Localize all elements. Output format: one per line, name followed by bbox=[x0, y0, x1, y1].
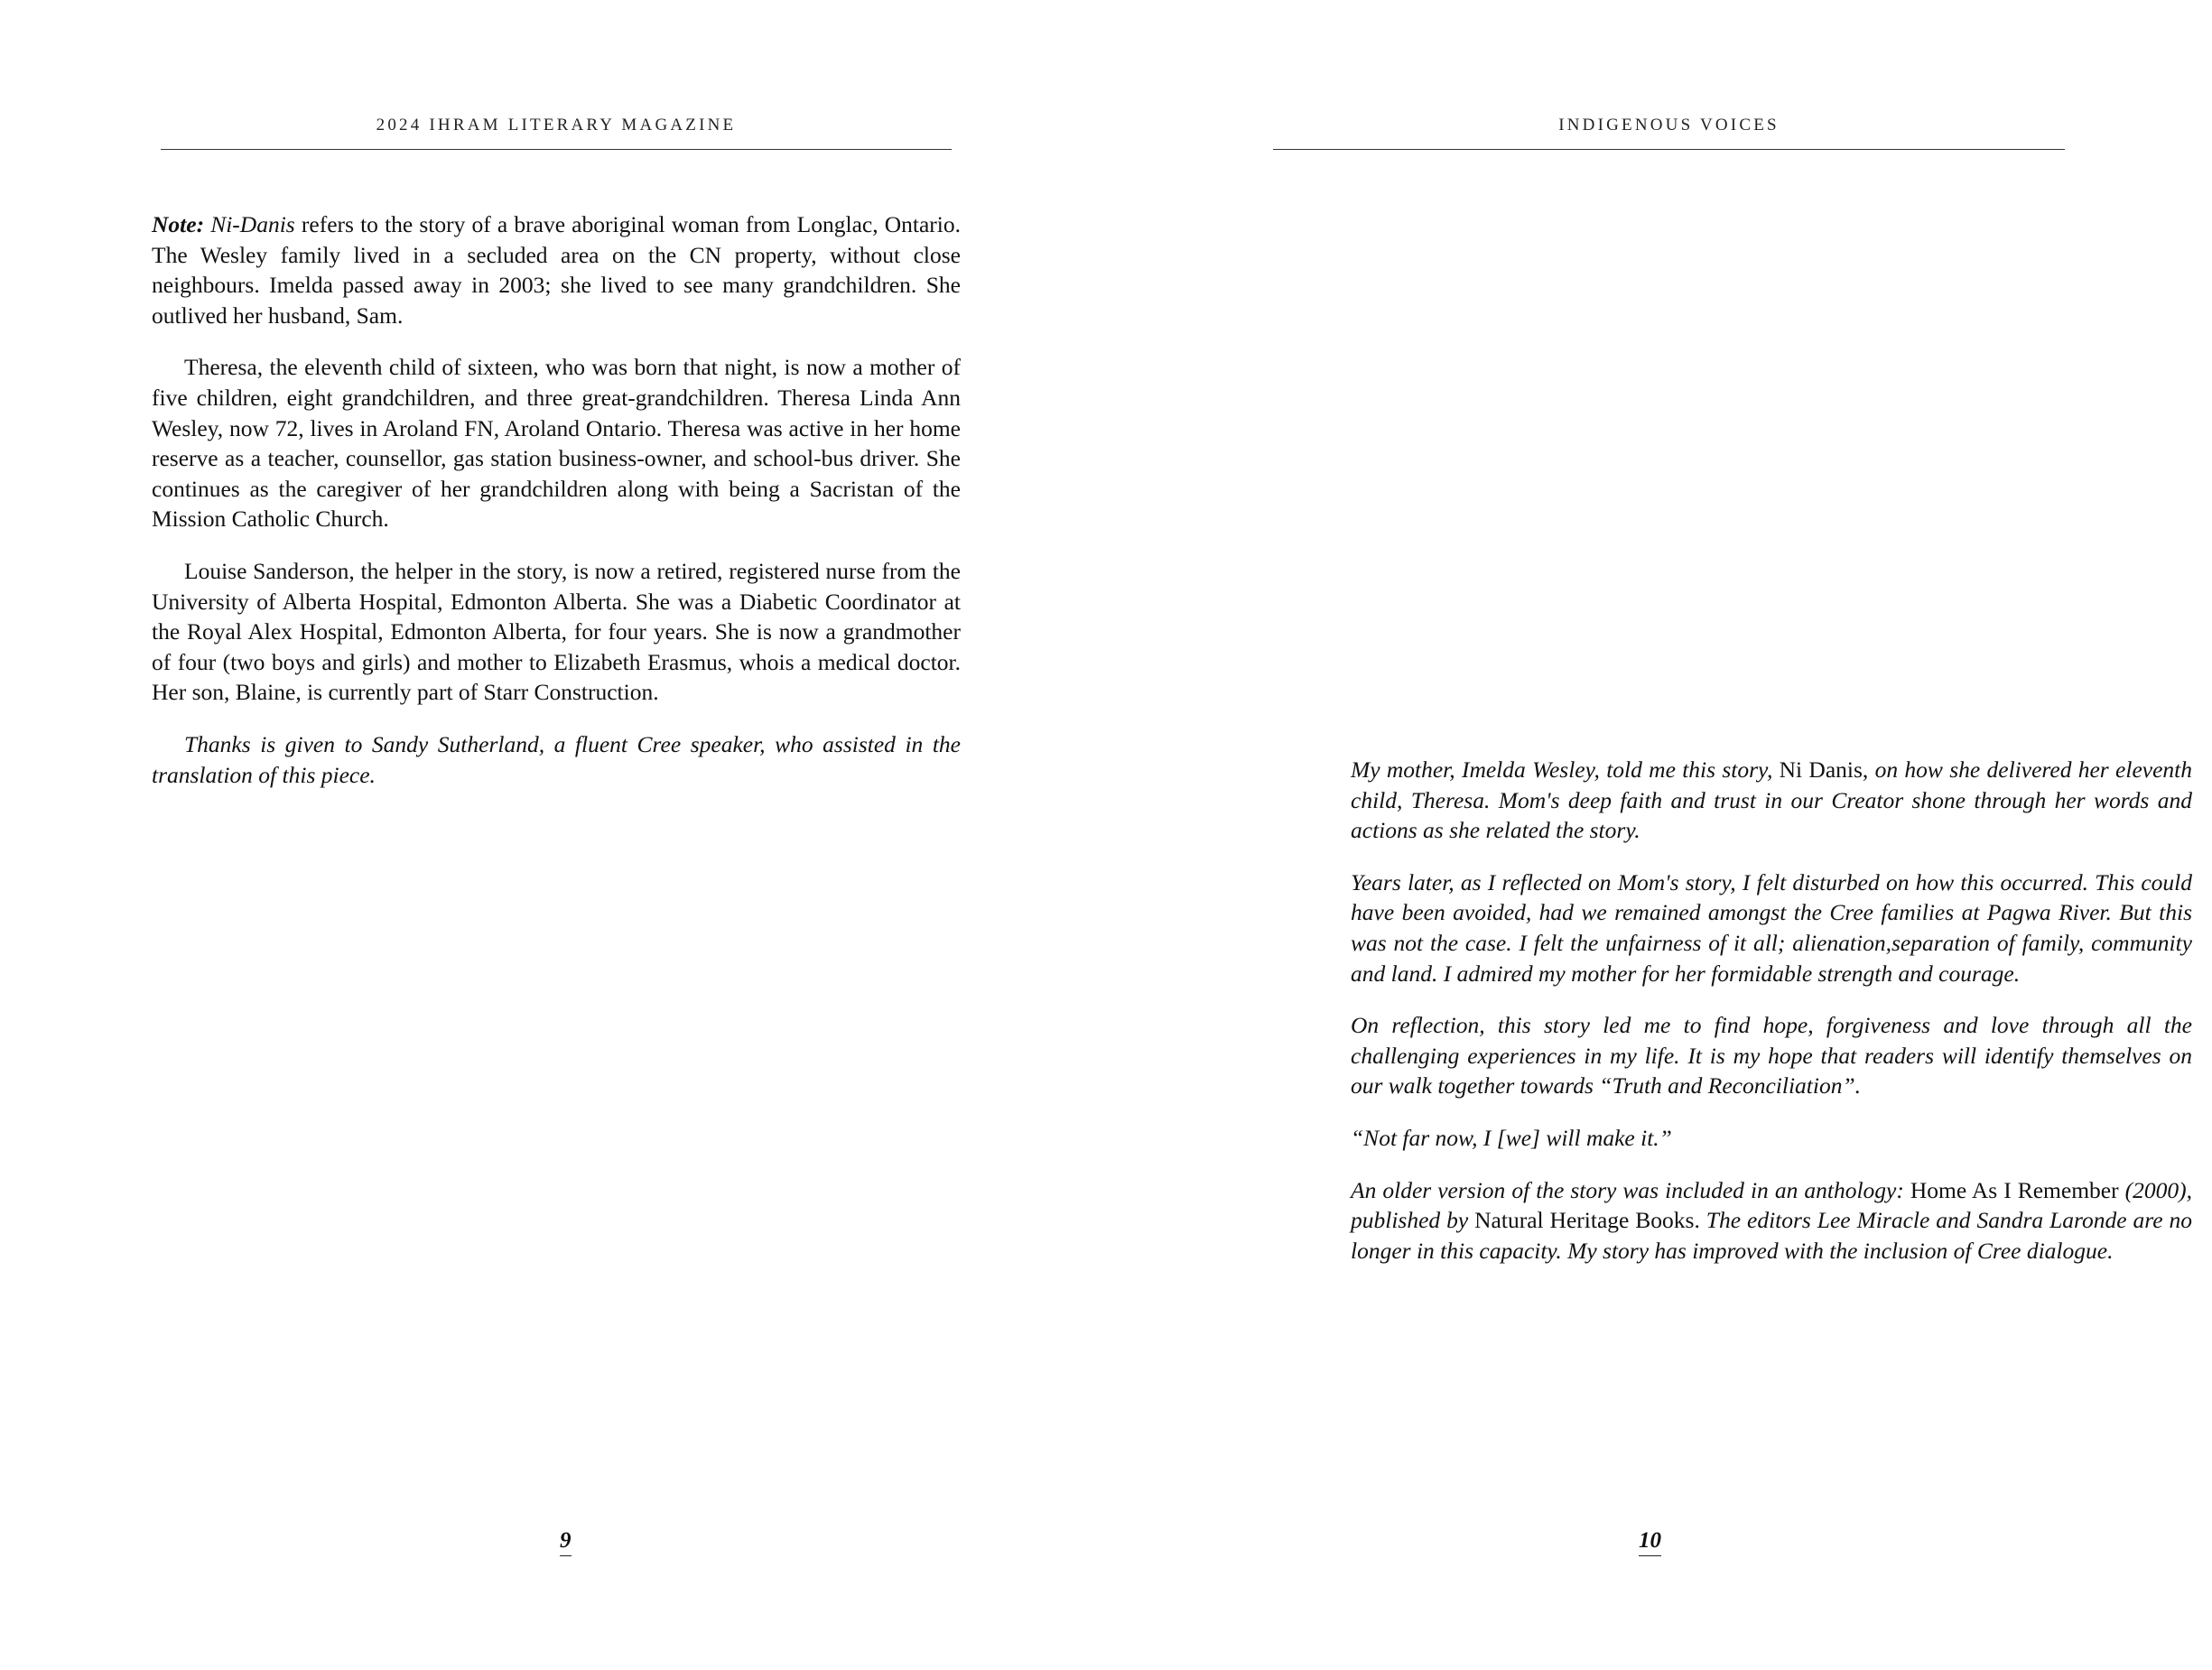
page-number-right: 10 bbox=[1639, 1527, 1661, 1556]
reflection-paragraph: Years later, as I reflected on Mom's story, I felt disturbed on how this occurred. This could have been avoided, had we remained amongst the Cree families at Pagwa River. But this was not the case. I felt the unfairness of it all; alienation,separation of family, community and land. I admired my mother for her formidable strength and courage. bbox=[1351, 868, 2192, 987]
anthology-title: Home As I Remember bbox=[1910, 1176, 2119, 1203]
theresa-paragraph: Theresa, the eleventh child of sixteen, who was born that night, is now a mother of five children, eight grandchildren, and three great-grandchildren. Theresa Linda Ann Wesley, now 72, lives in Aroland FN, Aroland Ontario. Theresa was active in her home reserve as a teacher, counsellor, gas station business-owner, and school-bus driver. She continues as the caregiver of her grandchildren along with being a Sacristan of the Mission Catholic Church. bbox=[152, 354, 961, 533]
intro-paragraph bbox=[1351, 755, 2192, 846]
thanks-paragraph bbox=[152, 729, 961, 790]
note-text: refers to the story of a brave aboriginal woman from Longlac, Ontario. The Wesley family lived in a secluded area on the CN property, without close neighbours. Imelda passed away in 2003; she lived to see many grandchildren. She outlived her husband, Sam. bbox=[152, 211, 962, 329]
note-paragraph bbox=[152, 209, 961, 330]
note-label: Note: bbox=[152, 211, 205, 237]
anthology-text-c: (2000), published by bbox=[1351, 1176, 2193, 1234]
right-body-text bbox=[1351, 755, 2192, 1287]
publisher-name: Natural Heritage Books. bbox=[1474, 1207, 1700, 1234]
quote-paragraph: “Not far now, I [we] will make it.” bbox=[1351, 1124, 1672, 1151]
header-rule-left bbox=[161, 149, 952, 150]
anthology-text-e: The editors Lee Miracle and Sandra Laronde are no longer in this capacity. My story has improved with the inclusion of Cree dialogue. bbox=[1351, 1207, 2192, 1264]
note-title: Ni-Danis bbox=[210, 211, 295, 237]
left-body-text bbox=[152, 209, 961, 812]
running-head-left: 2024 IHRAM LITERARY MAGAZINE bbox=[376, 116, 737, 135]
anthology-paragraph bbox=[1351, 1175, 2192, 1266]
thanks-text: Thanks is given to Sandy Sutherland, a fluent Cree speaker, who assisted in the translation of this piece. bbox=[152, 730, 961, 788]
intro-text-c: on how she delivered her eleventh child, Theresa. Mom's deep faith and trust in our Creator shone through her words and actions as she related the story. bbox=[1351, 756, 2192, 844]
story-title: Ni Danis, bbox=[1772, 756, 1875, 783]
intro-text-a: My mother, Imelda Wesley, told me this story, bbox=[1351, 756, 1773, 783]
header-rule-right bbox=[1273, 149, 2065, 150]
hope-paragraph: On reflection, this story led me to find hope, forgiveness and love through all the challenging experiences in my life. It is my hope that readers will identify themselves on our walk together towards “Truth and Reconciliation”. bbox=[1351, 1012, 2192, 1099]
running-head-right: INDIGENOUS VOICES bbox=[1558, 116, 1780, 135]
louise-paragraph: Louise Sanderson, the helper in the story, is now a retired, registered nurse from the University of Alberta Hospital, Edmonton Alberta. She was a Diabetic Coordinator at the Royal Alex Hospital, Edmonton Alberta, for four years. She is now a grandmother of four (two boys and girls) and mother to Elizabeth Erasmus, whois a medical doctor. Her son, Blaine, is currently part of Starr Construction. bbox=[152, 557, 961, 706]
anthology-text-a: An older version of the story was included in an anthology: bbox=[1351, 1176, 1910, 1203]
right-page bbox=[1106, 0, 2212, 1670]
page-number-left: 9 bbox=[560, 1527, 572, 1556]
